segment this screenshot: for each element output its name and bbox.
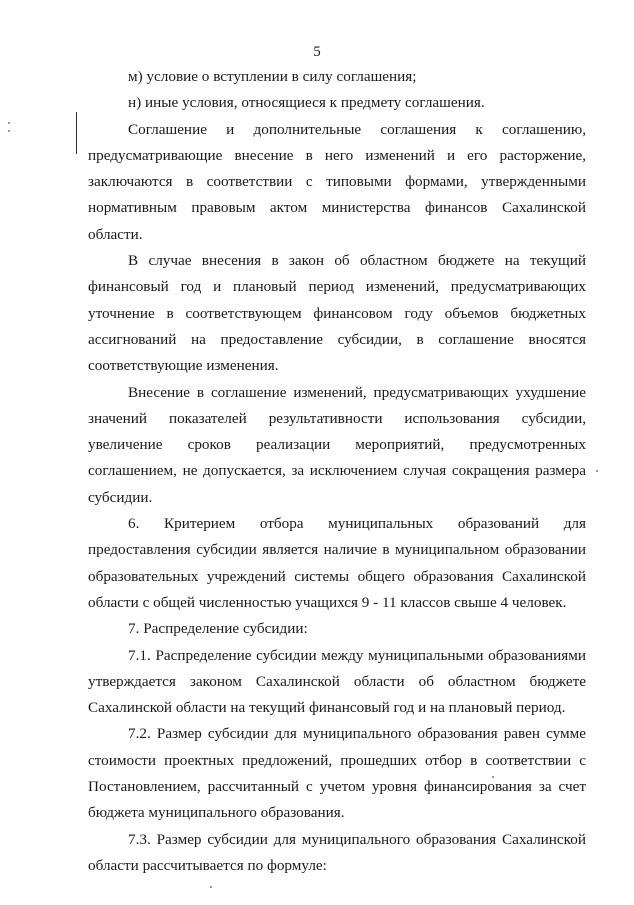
scan-speck [492, 776, 494, 778]
page-number: 5 [313, 44, 321, 60]
paragraph-agreement-forms: Соглашение и дополнительные соглашения к соглашению, предусматривающие внесение в него изменений и его расторжение, заключаются в соответствии с типовыми формами, утвержденными нормативным правовым актом министерства финансов Сахалинской области. [88, 120, 586, 243]
paragraph-7-1: 7.1. Распределение субсидии между муниципальными образованиями утверждается законом Сахалинской области об областном бюджете Сахалинской области на текущий финансовый год и на плановый период. [88, 646, 586, 717]
paragraph-item-n: н) иные условия, относящиеся к предмету соглашения. [128, 94, 485, 112]
paragraph-7-2: 7.2. Размер субсидии для муниципального образования равен сумме стоимости проектных предложений, прошедших отбор в соответствии с Постановлением, рассчитанный с учетом уровня финансирования за счет бюджета муниципального образования. [88, 725, 586, 822]
scan-speck [8, 130, 10, 132]
paragraph-7-3: 7.3. Размер субсидии для муниципального образования Сахалинской области рассчитывается по формуле: [88, 830, 586, 874]
paragraph-item-m: м) условие о вступлении в силу соглашения; [128, 68, 417, 85]
paragraph-changes-prohibited: Внесение в соглашение изменений, предусматривающих ухудшение значений показателей результативности использования субсидии, увеличение сроков реализации мероприятий, предусмотренных соглашением, не допускается, за исключением случая сокращения размера субсидии. [88, 383, 586, 506]
scan-speck [596, 470, 598, 472]
scan-speck [8, 122, 10, 124]
document-body [88, 64, 586, 879]
paragraph-selection-criterion: 6. Критерием отбора муниципальных образований для предоставления субсидии является наличие в муниципальном образовании образовательных учреждений системы общего образования Сахалинской области с общей численностью учащихся 9 - 11 классов свыше 4 человек. [88, 515, 586, 611]
margin-mark [76, 112, 77, 154]
scan-speck [210, 886, 212, 888]
paragraph-distribution-heading: 7. Распределение субсидии: [128, 620, 308, 638]
paragraph-budget-changes: В случае внесения в закон об областном бюджете на текущий финансовый год и плановый период изменений, предусматривающих уточнение в соответствующем финансовом году объемов бюджетных ассигнований на предоставление субсидии, в соглашение вносятся соответствующие изменения. [88, 252, 586, 375]
